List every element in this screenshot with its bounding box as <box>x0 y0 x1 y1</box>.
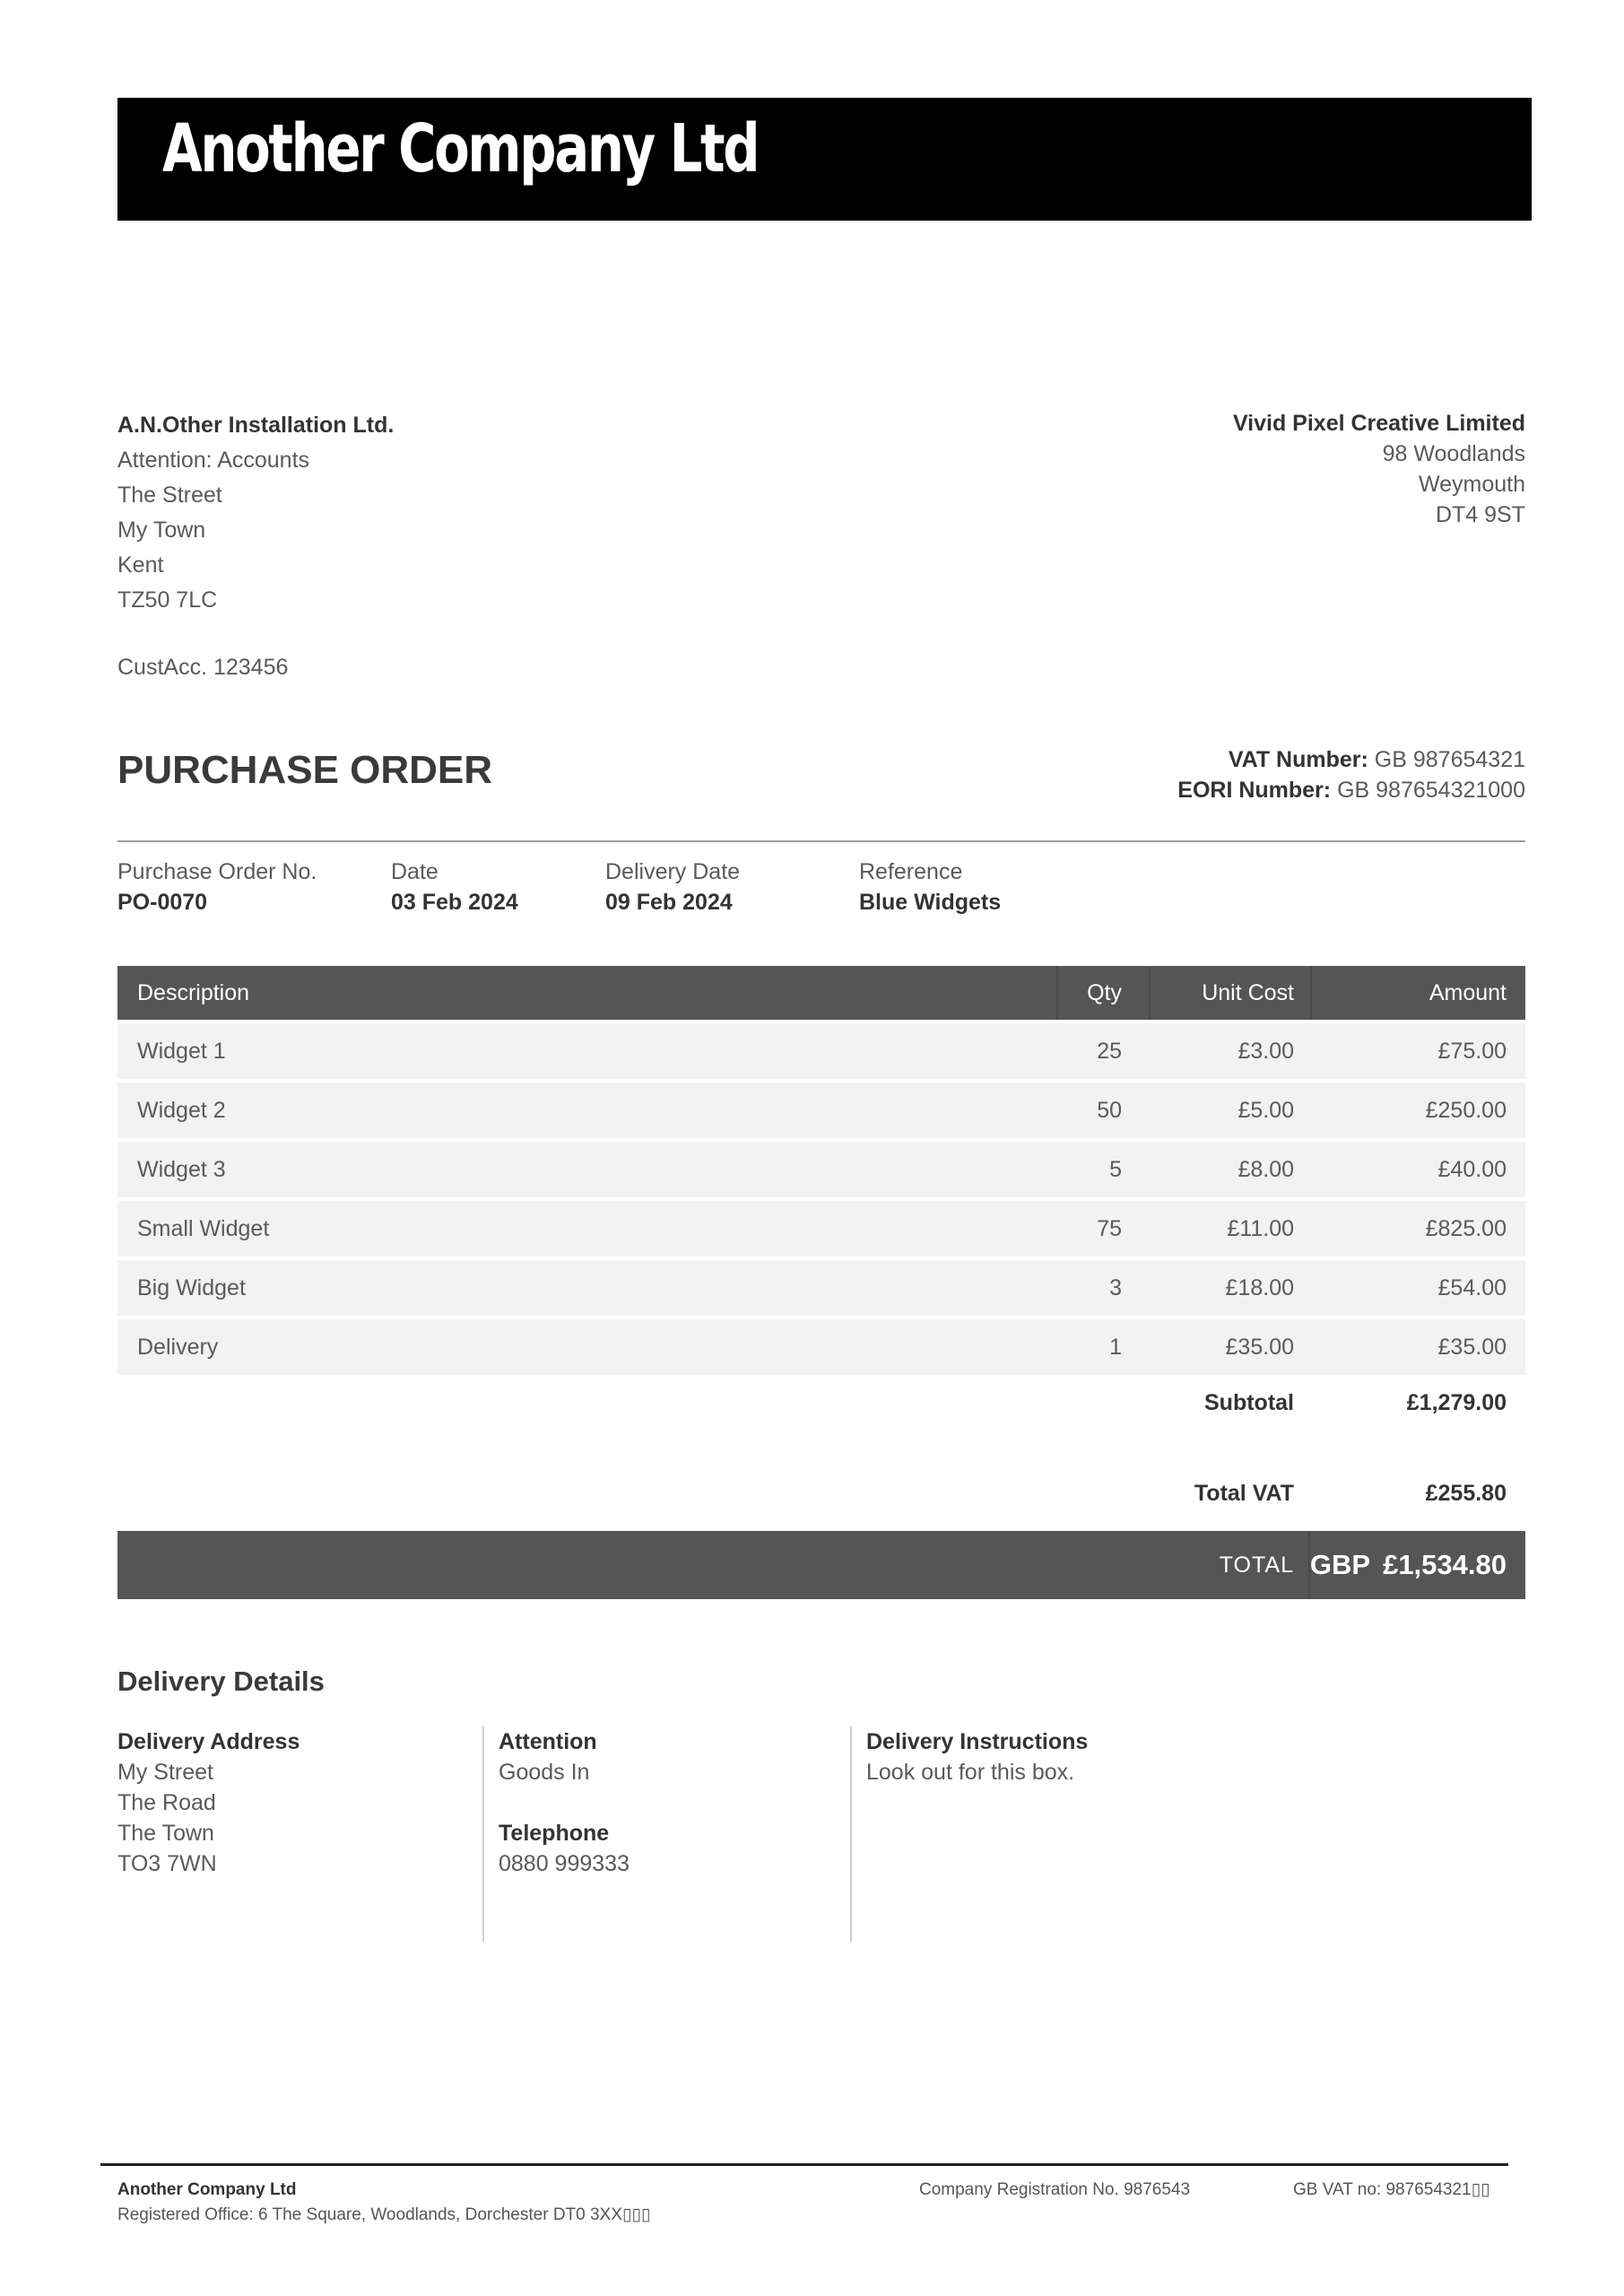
subtotal-row <box>117 1385 1525 1421</box>
table-row <box>117 1319 1525 1375</box>
eori-number-label: EORI Number: <box>1177 778 1332 803</box>
telephone-label: Telephone <box>499 1821 610 1846</box>
cell-unit-cost: £8.00 <box>1238 1157 1294 1182</box>
delivery-instructions-column <box>866 1726 1088 1942</box>
reference-label: Reference <box>859 859 963 884</box>
table-row <box>117 1260 1525 1316</box>
eori-number <box>1177 775 1525 805</box>
telephone-value: 0880 999333 <box>499 1851 630 1876</box>
cell-unit-cost: £11.00 <box>1227 1216 1294 1241</box>
subtotal-label: Subtotal <box>1204 1390 1294 1415</box>
column-divider <box>482 1726 484 1942</box>
cell-description: Widget 1 <box>137 1039 226 1064</box>
delivery-address-label: Delivery Address <box>117 1729 300 1754</box>
attention-label: Attention <box>499 1729 597 1754</box>
tax-identifiers <box>1177 744 1525 805</box>
cell-description: Small Widget <box>137 1216 270 1241</box>
subtotal-value: £1,279.00 <box>1406 1390 1507 1415</box>
total-bar <box>117 1531 1525 1599</box>
sender-street: 98 Woodlands <box>1382 441 1525 466</box>
cell-unit-cost: £18.00 <box>1225 1275 1294 1300</box>
recipient-postcode: TZ50 7LC <box>117 587 218 613</box>
cell-unit-cost: £5.00 <box>1238 1098 1294 1123</box>
header-separator <box>1310 966 1312 1020</box>
header-banner <box>117 98 1532 221</box>
reference-field <box>859 857 1001 918</box>
po-number-value: PO-0070 <box>117 890 208 915</box>
page-title: PURCHASE ORDER <box>117 748 493 792</box>
cell-qty: 5 <box>1109 1157 1122 1182</box>
cell-description: Widget 2 <box>137 1098 226 1123</box>
delivery-address-column <box>117 1726 300 1942</box>
cell-qty: 50 <box>1097 1098 1122 1123</box>
customer-account: CustAcc. 123456 <box>117 655 289 680</box>
vat-number-value: GB 987654321 <box>1374 747 1525 772</box>
header-separator <box>1056 966 1058 1020</box>
attention-value: Goods In <box>499 1760 590 1785</box>
recipient-street: The Street <box>117 483 222 508</box>
cell-qty: 1 <box>1109 1335 1122 1360</box>
cell-description: Widget 3 <box>137 1157 226 1182</box>
eori-number-value: GB 987654321000 <box>1337 778 1525 803</box>
cell-description: Big Widget <box>137 1275 246 1300</box>
sender-town: Weymouth <box>1418 472 1525 497</box>
po-number-label: Purchase Order No. <box>117 859 317 884</box>
header-separator <box>1149 966 1151 1020</box>
table-header <box>117 966 1525 1020</box>
recipient-attention: Attention: Accounts <box>117 448 310 473</box>
table-row <box>117 1023 1525 1079</box>
vat-total-label: Total VAT <box>1194 1481 1294 1506</box>
footer-company-registration: Company Registration No. 9876543 <box>919 2180 1191 2199</box>
attention-column <box>499 1726 630 1942</box>
total-label: TOTAL <box>1219 1552 1294 1578</box>
footer-company-name: Another Company Ltd <box>117 2180 297 2199</box>
cell-amount: £75.00 <box>1437 1039 1507 1064</box>
cell-amount: £825.00 <box>1425 1216 1507 1241</box>
footer-divider <box>100 2163 1508 2166</box>
header-amount: Amount <box>1429 980 1507 1005</box>
cell-qty: 25 <box>1097 1039 1122 1064</box>
recipient-county: Kent <box>117 552 164 578</box>
vat-total-value: £255.80 <box>1425 1481 1507 1506</box>
footer-company <box>117 2178 650 2228</box>
cell-unit-cost: £35.00 <box>1225 1335 1294 1360</box>
delivery-date-label: Delivery Date <box>605 859 741 884</box>
cell-amount: £35.00 <box>1437 1335 1507 1360</box>
reference-value: Blue Widgets <box>859 890 1002 915</box>
cell-amount: £54.00 <box>1437 1275 1507 1300</box>
header-unit-cost: Unit Cost <box>1202 980 1294 1005</box>
vat-number-label: VAT Number: <box>1228 747 1368 772</box>
vat-row <box>117 1475 1525 1511</box>
table-row <box>117 1201 1525 1257</box>
delivery-date-value: 09 Feb 2024 <box>605 890 733 915</box>
table-row <box>117 1142 1525 1197</box>
recipient-town: My Town <box>117 517 206 543</box>
cell-unit-cost: £3.00 <box>1238 1039 1294 1064</box>
footer-registered-office: Registered Office: 6 The Square, Woodlands, Dorchester DT0 3XX▯▯▯ <box>117 2205 651 2224</box>
delivery-instructions-value: Look out for this box. <box>866 1760 1075 1785</box>
items-table <box>117 966 1525 1375</box>
vat-number <box>1177 744 1525 775</box>
date-value: 03 Feb 2024 <box>391 890 518 915</box>
cell-qty: 75 <box>1097 1216 1122 1241</box>
delivery-address-line: TO3 7WN <box>117 1851 217 1876</box>
delivery-details-title: Delivery Details <box>117 1665 325 1697</box>
recipient-name: A.N.Other Installation Ltd. <box>117 413 395 438</box>
delivery-instructions-label: Delivery Instructions <box>866 1729 1089 1754</box>
header-qty: Qty <box>1087 980 1122 1005</box>
cell-qty: 3 <box>1109 1275 1122 1300</box>
table-row <box>117 1083 1525 1138</box>
date-field <box>391 857 518 918</box>
sender-postcode: DT4 9ST <box>1435 502 1525 527</box>
cell-description: Delivery <box>137 1335 219 1360</box>
header-description: Description <box>137 980 250 1005</box>
delivery-date-field <box>605 857 740 918</box>
date-label: Date <box>391 859 439 884</box>
sender-name: Vivid Pixel Creative Limited <box>1232 411 1525 436</box>
footer-gb-vat: GB VAT no: 987654321▯▯ <box>1293 2180 1490 2199</box>
total-value: £1,534.80 <box>1383 1549 1507 1580</box>
total-amount <box>1310 1531 1507 1599</box>
delivery-address-line: My Street <box>117 1760 213 1785</box>
divider <box>117 840 1525 842</box>
po-number-field <box>117 857 317 918</box>
cell-amount: £250.00 <box>1425 1098 1507 1123</box>
delivery-address-line: The Road <box>117 1790 216 1815</box>
cell-amount: £40.00 <box>1437 1157 1507 1182</box>
column-divider <box>850 1726 852 1942</box>
total-currency: GBP <box>1309 1549 1371 1580</box>
recipient-address <box>117 408 745 618</box>
company-logo: Another Company Ltd <box>162 110 759 187</box>
spacer <box>499 1787 630 1818</box>
delivery-address-line: The Town <box>117 1821 214 1846</box>
sender-address <box>898 408 1525 530</box>
